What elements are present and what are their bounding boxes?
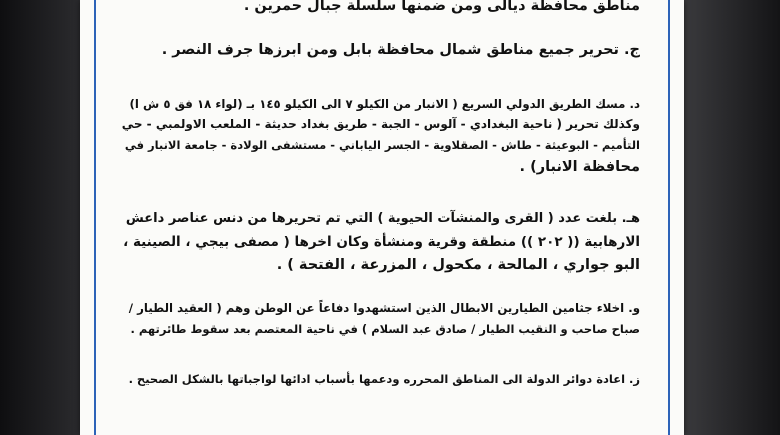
page-border-right [668,0,670,435]
line-top: مناطق محافظة ديالى ومن ضمنها سلسلة جبال حمرين . [243,0,640,14]
item-d-line-1: د. مسك الطريق الدولي السريع ( الانبار من الكيلو ٧ الى الكيلو ١٤٥ بـ (لواء ١٨ فق ٥ ش ا) [129,97,640,111]
item-j: ج. تحرير جميع مناطق شمال محافظة بابل ومن ابرزها جرف النصر . [161,42,640,58]
item-w-line-1: و. اخلاء جثامين الطيارين الابطال الذين استشهدوا دفاعاً عن الوطن وهم ( العقيد الطيار / [128,301,640,315]
item-w-line-2: صباح صاحب و النقيب الطيار / صادق عبد السلام ) في ناحية المعتصم بعد سقوط طائرتهم . [130,322,640,336]
item-d-line-2: وكذلك تحرير ( ناحية البغدادي - آلوس - الجبة - طريق بغداد حديثة - الملعب الاولمبي - حي [121,117,640,131]
item-d-line-3: التأميم - البوعيثة - طاش - الصقلاوية - الجسر الياباني - مستشفى الولادة - جامعة الانبار في [124,138,640,152]
document-page[interactable] [80,0,684,435]
left-background-panel [0,0,80,435]
page-border-left [94,0,96,435]
item-h-line-3: البو جواري ، المالحة ، مكحول ، المزرعة ، الفتحة ) . [276,257,640,273]
item-z: ز. اعادة دوائر الدولة الى المناطق المحرره ودعمها بأسباب ادائها لواجباتها بالشكل الصحيح . [128,372,640,386]
item-d-line-4: محافظة الانبار) . [519,159,640,175]
item-h-line-2: الارهابية (( ٢٠٢ )) منطقة وقرية ومنشأة وكان اخرها ( مصفى بيجي ، الصينية ، [123,234,640,250]
right-background-panel [684,0,780,435]
item-h-line-1: هـ. بلغت عدد ( القرى والمنشآت الحيوية ) التي تم تحريرها من دنس عناصر داعش [125,211,640,226]
